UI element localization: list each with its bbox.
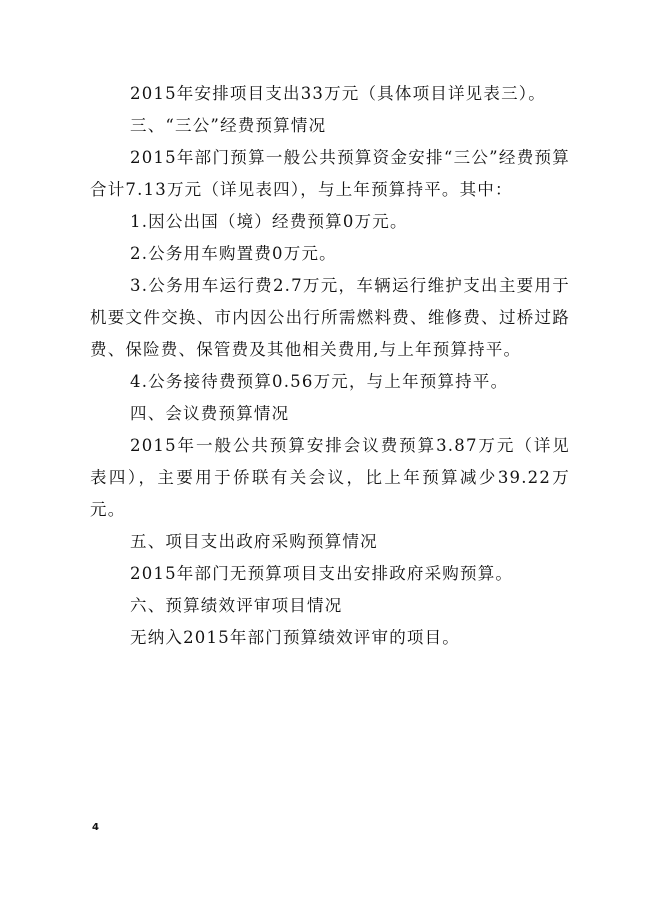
paragraph-reception-expenses: 4.公务接待费预算0.56万元，与上年预算持平。 [130, 372, 509, 391]
heading-three-public-expenses: 三、“三公”经费预算情况 [130, 116, 327, 135]
paragraph-performance-review: 无纳入2015年部门预算绩效评审的项目。 [130, 628, 460, 647]
paragraph-overseas-travel: 1.因公出国（境）经费预算0万元。 [130, 212, 408, 231]
document-body [90, 78, 570, 654]
paragraph-vehicle-purchase: 2.公务用车购置费0万元。 [130, 244, 337, 263]
heading-meeting-expenses: 四、会议费预算情况 [130, 404, 290, 423]
heading-government-procurement: 五、项目支出政府采购预算情况 [130, 532, 378, 551]
heading-performance-review: 六、预算绩效评审项目情况 [130, 596, 343, 615]
page-number: 4 [92, 822, 99, 833]
paragraph-vehicle-operation: 3.公务用车运行费2.7万元，车辆运行维护支出主要用于机要文件交换、市内因公出行所需燃料费、维修费、过桥过路费、保险费、保管费及其他相关费用,与上年预算持平。 [90, 276, 570, 359]
paragraph-procurement: 2015年部门无预算项目支出安排政府采购预算。 [130, 564, 514, 583]
paragraph-project-expenditure: 2015年安排项目支出33万元（具体项目详见表三）。 [130, 84, 546, 103]
paragraph-meeting-budget: 2015年一般公共预算安排会议费预算3.87万元（详见表四），主要用于侨联有关会议，比上年预算减少39.22万元。 [90, 436, 570, 519]
paragraph-three-public-total: 2015年部门预算一般公共预算资金安排“三公”经费预算合计7.13万元（详见表四），与上年预算持平。其中： [90, 148, 570, 199]
